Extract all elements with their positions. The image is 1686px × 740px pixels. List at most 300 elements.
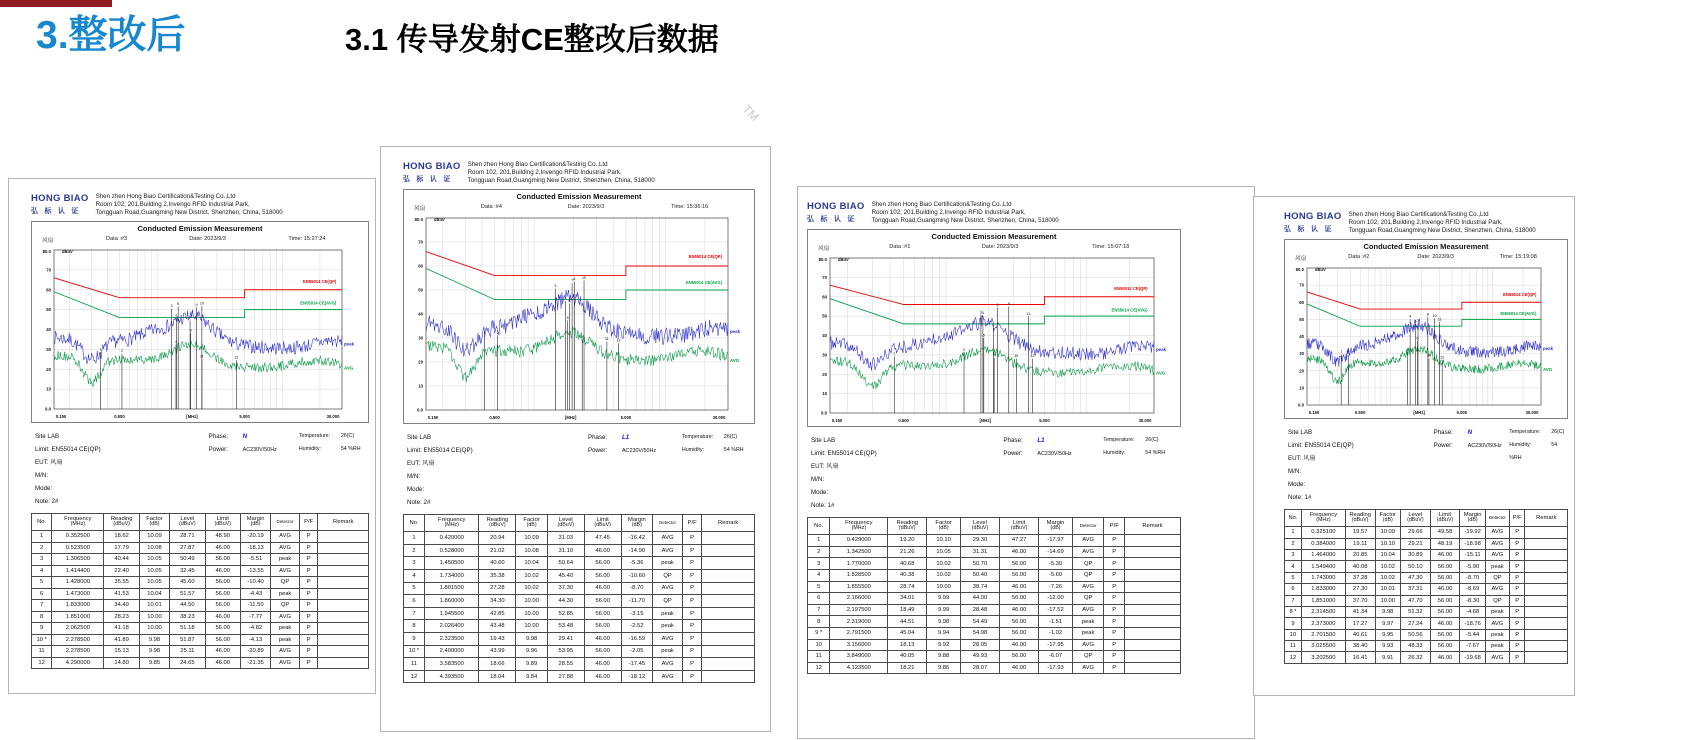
phase-value: N bbox=[1467, 429, 1473, 437]
table-row bbox=[404, 620, 755, 633]
table-cell: 46.00 bbox=[1000, 639, 1039, 651]
table-cell bbox=[1124, 604, 1180, 616]
table-cell: 3 bbox=[1285, 549, 1302, 560]
humidity-value: 54 %RH bbox=[340, 446, 361, 453]
table-cell: -2.52 bbox=[621, 620, 653, 633]
table-cell: 56.00 bbox=[205, 554, 240, 566]
table-cell: -1.02 bbox=[1039, 627, 1073, 639]
svg-text:peak: peak bbox=[730, 329, 741, 335]
table-cell: -4.82 bbox=[240, 623, 270, 635]
table-cell: 18.49 bbox=[888, 604, 927, 616]
power-value: AC230V/50Hz bbox=[621, 448, 657, 455]
table-cell bbox=[702, 645, 755, 658]
col-header bbox=[830, 518, 888, 535]
table-cell: 31.31 bbox=[960, 546, 999, 558]
table-cell bbox=[318, 623, 369, 635]
col-header-line2: (MHz) bbox=[444, 522, 459, 529]
humidity-label: Humidity: bbox=[681, 447, 704, 454]
svg-text:[MHz]: [MHz] bbox=[1413, 410, 1425, 416]
table-cell: 34.01 bbox=[888, 593, 927, 605]
company-address bbox=[468, 161, 655, 185]
col-header bbox=[1509, 510, 1525, 527]
col-header-line2: (dB) bbox=[631, 522, 642, 529]
col-header-line1: Remark bbox=[1142, 523, 1163, 529]
table-cell: 10.09 bbox=[1375, 527, 1400, 538]
info-line: EUT: 风扇 bbox=[1288, 455, 1316, 463]
svg-text:peak: peak bbox=[344, 341, 355, 347]
table-cell: -6.07 bbox=[1039, 651, 1073, 663]
col-header-line1: Frequency bbox=[438, 517, 466, 524]
emission-spectrum-chart bbox=[1285, 262, 1567, 416]
table-cell: 44.50 bbox=[170, 600, 205, 612]
table-cell: P bbox=[682, 582, 701, 595]
svg-text:EN55014 CE(QP): EN55014 CE(QP) bbox=[302, 278, 337, 284]
info-line: EUT: 风扇 bbox=[811, 463, 839, 471]
info-line: Limit: EN55014 CE(QP) bbox=[407, 447, 473, 455]
table-cell: 10.04 bbox=[516, 557, 548, 570]
svg-text:70: 70 bbox=[1299, 282, 1304, 288]
table-cell: 46.00 bbox=[584, 658, 621, 671]
table-cell: P bbox=[682, 569, 701, 582]
col-header-line1: Margin bbox=[627, 517, 646, 524]
col-header bbox=[584, 515, 621, 532]
table-cell: 10 * bbox=[404, 645, 425, 658]
table-cell: 4.290000 bbox=[52, 657, 104, 669]
table-cell: P bbox=[1509, 538, 1525, 549]
report-content bbox=[31, 179, 369, 669]
table-cell: 10.01 bbox=[139, 600, 169, 612]
date-label: Date: 2023/9/3 bbox=[1417, 254, 1455, 261]
table-cell bbox=[1124, 651, 1180, 663]
table-cell: 11 bbox=[1285, 641, 1302, 652]
table-cell: -7.26 bbox=[1039, 581, 1073, 593]
address-line-1: Room 102, 201,Building 2,Invengo RFID Industrial Park, bbox=[871, 209, 1026, 217]
table-cell: 12 bbox=[404, 670, 425, 683]
chart-box bbox=[1284, 239, 1568, 419]
table-cell bbox=[1525, 641, 1568, 652]
hongbiao-logo bbox=[403, 161, 461, 185]
table-cell: -8.69 bbox=[1460, 584, 1485, 595]
col-header-line1: Margin bbox=[1463, 512, 1482, 519]
table-cell: 10.00 bbox=[139, 623, 169, 635]
table-cell: 51.18 bbox=[170, 623, 205, 635]
col-header bbox=[927, 518, 961, 535]
svg-text:AVG: AVG bbox=[1543, 366, 1553, 372]
table-cell: 10.09 bbox=[516, 532, 548, 545]
table-cell: 1 bbox=[32, 531, 52, 543]
table-cell: 6 bbox=[808, 593, 830, 605]
table-cell: P bbox=[1509, 606, 1525, 617]
table-cell: 50.10 bbox=[1401, 561, 1431, 572]
info-line: EUT: 风扇 bbox=[35, 459, 63, 467]
table-cell bbox=[318, 611, 369, 623]
table-cell: 40.05 bbox=[888, 651, 927, 663]
svg-text:0.150: 0.150 bbox=[1308, 410, 1320, 416]
table-cell: P bbox=[1509, 584, 1525, 595]
col-header-line2: (dB) bbox=[1467, 517, 1478, 524]
table-cell: 1.833000 bbox=[52, 600, 104, 612]
table-cell: 31.03 bbox=[547, 532, 584, 545]
svg-text:10: 10 bbox=[582, 276, 587, 281]
table-cell: 48.19 bbox=[1430, 538, 1460, 549]
table-row bbox=[32, 588, 369, 600]
table-cell: 9.96 bbox=[516, 645, 548, 658]
table-row bbox=[1285, 538, 1568, 549]
table-cell: 50.70 bbox=[960, 558, 999, 570]
table-cell: AVG bbox=[271, 531, 300, 543]
table-cell: 56.00 bbox=[205, 588, 240, 600]
table-row bbox=[808, 616, 1181, 628]
table-cell: P bbox=[682, 595, 701, 608]
col-header-line1: P/F bbox=[687, 520, 697, 526]
svg-text:6: 6 bbox=[992, 323, 995, 328]
report-panel-3 bbox=[797, 186, 1255, 739]
table-cell: 4 bbox=[1285, 561, 1302, 572]
col-header bbox=[1430, 510, 1460, 527]
table-row bbox=[404, 582, 755, 595]
svg-text:12: 12 bbox=[616, 338, 621, 343]
col-header-line2: (MHz) bbox=[1316, 517, 1331, 524]
table-cell: 2.791500 bbox=[830, 627, 888, 639]
table-cell: 9.84 bbox=[516, 670, 548, 683]
table-cell: 1.945500 bbox=[425, 607, 479, 620]
col-header bbox=[479, 515, 516, 532]
logo-text-cn: 弘 标 认 证 bbox=[31, 208, 81, 215]
phase-label: Phase: bbox=[587, 434, 608, 442]
table-cell: 2.400000 bbox=[425, 645, 479, 658]
col-header bbox=[205, 514, 240, 531]
col-header-line1: No. bbox=[37, 519, 47, 525]
table-cell: 47.45 bbox=[584, 532, 621, 545]
table-cell: 11 bbox=[808, 651, 830, 663]
table-cell: 1.734000 bbox=[425, 569, 479, 582]
table-cell: AVG bbox=[271, 611, 300, 623]
table-cell: 56.00 bbox=[205, 634, 240, 646]
info-line: Mode: bbox=[811, 489, 829, 497]
svg-text:EN55014 CE(AVG): EN55014 CE(AVG) bbox=[685, 280, 722, 286]
svg-text:40: 40 bbox=[822, 333, 827, 339]
svg-text:dBuV: dBuV bbox=[62, 249, 73, 255]
table-cell: -8.70 bbox=[1460, 572, 1485, 583]
table-cell: AVG bbox=[1485, 538, 1509, 549]
table-cell: 56.00 bbox=[584, 595, 621, 608]
table-cell: 10 bbox=[1285, 629, 1302, 640]
col-header-line1: Detector bbox=[1488, 514, 1506, 520]
table-cell: -19.68 bbox=[1460, 652, 1485, 663]
col-header-line1: Reading bbox=[486, 517, 509, 524]
table-cell: -4.13 bbox=[240, 634, 270, 646]
table-cell: 29.30 bbox=[960, 535, 999, 547]
info-col-phase-power bbox=[209, 430, 277, 457]
phase-line bbox=[209, 430, 277, 443]
logo-text-en: HONG BIAO bbox=[403, 161, 461, 172]
table-row bbox=[404, 544, 755, 557]
svg-text:50: 50 bbox=[46, 307, 51, 313]
table-cell: peak bbox=[271, 634, 300, 646]
svg-text:2: 2 bbox=[120, 349, 123, 354]
report-panel-1 bbox=[8, 178, 376, 694]
svg-text:6: 6 bbox=[1416, 336, 1419, 341]
table-row bbox=[404, 532, 755, 545]
report-content bbox=[1284, 197, 1568, 664]
svg-text:6: 6 bbox=[177, 302, 180, 307]
table-cell: P bbox=[682, 532, 701, 545]
col-header-line1: Margin bbox=[246, 516, 265, 523]
phase-label: Phase: bbox=[208, 433, 228, 441]
svg-text:40: 40 bbox=[46, 327, 51, 333]
col-header-line2: (dB) bbox=[1382, 517, 1393, 524]
table-cell: 46.00 bbox=[1430, 549, 1460, 560]
col-header-line2: (dBuV) bbox=[214, 521, 231, 528]
table-cell: -18.12 bbox=[621, 670, 653, 683]
col-header bbox=[1485, 510, 1509, 527]
table-cell: 9.98 bbox=[139, 646, 169, 658]
table-cell: 9.99 bbox=[927, 593, 961, 605]
company-address bbox=[872, 201, 1059, 225]
table-cell: 15.13 bbox=[104, 646, 139, 658]
report-header bbox=[403, 161, 755, 185]
chart-meta-row bbox=[818, 244, 1174, 252]
table-cell: 18.13 bbox=[888, 639, 927, 651]
chart-title: Conducted Emission Measurement bbox=[137, 224, 263, 234]
table-head bbox=[808, 518, 1181, 535]
table-cell: P bbox=[299, 611, 318, 623]
table-cell: 3 bbox=[808, 558, 830, 570]
table-cell: peak bbox=[1072, 627, 1104, 639]
table-cell: 8 * bbox=[1285, 606, 1302, 617]
table-cell: 9.92 bbox=[927, 639, 961, 651]
table-cell: 10.00 bbox=[139, 611, 169, 623]
table-cell bbox=[1525, 584, 1568, 595]
temperature-line bbox=[682, 431, 744, 444]
col-header-line2: (dBuV) bbox=[489, 522, 506, 529]
address-line-1: Room 102, 201,Building 2,Invengo RFID Industrial Park, bbox=[95, 201, 250, 209]
svg-text:2: 2 bbox=[963, 348, 966, 353]
table-cell: 28.23 bbox=[104, 611, 139, 623]
table-cell: 10.10 bbox=[1375, 538, 1400, 549]
table-cell: AVG bbox=[653, 544, 683, 557]
table-cell: 1.464000 bbox=[1301, 549, 1345, 560]
table-cell: 40.38 bbox=[888, 569, 927, 581]
col-header-line1: P/F bbox=[1109, 523, 1119, 529]
table-cell: 10.02 bbox=[927, 558, 961, 570]
eut-name-label: 风扇 bbox=[1295, 256, 1307, 263]
info-line: Note: 1# bbox=[1288, 494, 1312, 502]
table-row bbox=[808, 569, 1181, 581]
col-header-line1: Limit bbox=[216, 516, 229, 523]
table-cell bbox=[1124, 569, 1180, 581]
address-line-2: Tongguan Road,Guangming New District, Shenzhen, China, 518000 bbox=[871, 217, 1059, 225]
svg-text:40: 40 bbox=[418, 311, 423, 317]
test-info bbox=[1288, 426, 1568, 504]
table-cell: QP bbox=[271, 600, 300, 612]
col-header bbox=[271, 514, 300, 531]
table-cell: 1.549400 bbox=[1301, 561, 1345, 572]
col-header bbox=[139, 514, 169, 531]
table-cell: 9 * bbox=[808, 627, 830, 639]
svg-text:30.000: 30.000 bbox=[1138, 418, 1152, 424]
table-cell: 40.68 bbox=[888, 558, 927, 570]
humidity-value: 54 %RH bbox=[1509, 442, 1558, 462]
table-cell: 10.02 bbox=[1375, 561, 1400, 572]
info-col-env bbox=[682, 431, 744, 457]
table-row bbox=[808, 581, 1181, 593]
info-line: M/N: bbox=[35, 472, 49, 480]
table-cell: 9.98 bbox=[516, 632, 548, 645]
col-header-line2: (dBuV) bbox=[1351, 517, 1369, 524]
table-cell: 3.583500 bbox=[425, 658, 479, 671]
table-cell: 56.00 bbox=[205, 600, 240, 612]
table-cell: P bbox=[1104, 627, 1125, 639]
table-cell bbox=[318, 646, 369, 658]
power-line bbox=[209, 443, 277, 457]
table-cell: 42.85 bbox=[479, 607, 516, 620]
table-cell: 11 bbox=[32, 646, 52, 658]
table-cell: -15.11 bbox=[1460, 549, 1485, 560]
svg-text:2: 2 bbox=[1347, 350, 1350, 355]
table-cell: P bbox=[1104, 616, 1125, 628]
table-cell: 41.18 bbox=[104, 623, 139, 635]
table-cell bbox=[1124, 558, 1180, 570]
table-row bbox=[404, 595, 755, 608]
table-cell: -11.50 bbox=[240, 600, 270, 612]
table-cell: AVG bbox=[1485, 549, 1509, 560]
table-cell: 2 bbox=[32, 542, 52, 554]
info-line: Site LAB bbox=[1288, 429, 1313, 437]
phase-value: L1 bbox=[621, 434, 630, 442]
table-cell: 3 bbox=[32, 554, 52, 566]
col-header-line2: (dB) bbox=[250, 521, 261, 528]
table-cell: AVG bbox=[271, 565, 300, 577]
temperature-label: Temperature: bbox=[298, 433, 331, 440]
table-cell: 3.849000 bbox=[830, 651, 888, 663]
table-cell: 46.00 bbox=[205, 542, 240, 554]
table-cell: 9.89 bbox=[516, 658, 548, 671]
table-row bbox=[808, 593, 1181, 605]
table-cell: -19.92 bbox=[1460, 527, 1485, 538]
table-cell: 41.34 bbox=[1345, 606, 1375, 617]
svg-text:30.000: 30.000 bbox=[326, 414, 340, 420]
table-cell: 1 bbox=[808, 535, 830, 547]
table-cell: 24.65 bbox=[170, 657, 205, 669]
humidity-label: Humidity: bbox=[1103, 450, 1126, 457]
table-cell: 2.701500 bbox=[1301, 629, 1345, 640]
svg-text:8: 8 bbox=[996, 303, 999, 308]
svg-text:70: 70 bbox=[418, 239, 423, 245]
table-cell: P bbox=[1509, 652, 1525, 663]
table-cell: QP bbox=[1072, 569, 1104, 581]
table-cell: 56.00 bbox=[584, 645, 621, 658]
table-cell: 9 bbox=[32, 623, 52, 635]
table-cell: 8 bbox=[32, 611, 52, 623]
table-cell: 30.89 bbox=[1401, 549, 1431, 560]
table-cell: 2.373000 bbox=[1301, 618, 1345, 629]
table-cell: 0.420000 bbox=[425, 532, 479, 545]
power-label: Power: bbox=[208, 446, 228, 454]
svg-text:30: 30 bbox=[822, 352, 827, 358]
table-row bbox=[32, 577, 369, 589]
table-cell: 2.166000 bbox=[830, 593, 888, 605]
svg-text:3: 3 bbox=[554, 284, 557, 289]
svg-text:10: 10 bbox=[199, 301, 204, 306]
table-cell: 10.02 bbox=[1375, 572, 1400, 583]
svg-text:peak: peak bbox=[1543, 346, 1554, 352]
measurement-table bbox=[31, 513, 369, 669]
table-cell: 44.30 bbox=[547, 595, 584, 608]
table-cell: 46.00 bbox=[584, 582, 621, 595]
table-cell bbox=[318, 577, 369, 589]
table-cell: 2.197500 bbox=[830, 604, 888, 616]
svg-text:2: 2 bbox=[496, 331, 499, 336]
table-row bbox=[1285, 606, 1568, 617]
table-cell: peak bbox=[1485, 606, 1509, 617]
humidity-label: Humidity: bbox=[298, 446, 321, 453]
svg-text:11: 11 bbox=[605, 337, 609, 342]
hongbiao-logo bbox=[1284, 211, 1342, 235]
table-cell: P bbox=[682, 632, 701, 645]
col-header-line1: Detector bbox=[659, 519, 677, 525]
table-cell: 41.53 bbox=[104, 588, 139, 600]
svg-text:7: 7 bbox=[571, 278, 574, 283]
table-cell: 3.025500 bbox=[1301, 641, 1345, 652]
table-cell: 46.00 bbox=[205, 611, 240, 623]
table-header-row bbox=[808, 518, 1181, 535]
table-cell: P bbox=[1509, 572, 1525, 583]
table-cell: 18.04 bbox=[479, 670, 516, 683]
table-cell: 0.384000 bbox=[1301, 538, 1345, 549]
col-header bbox=[425, 515, 479, 532]
col-header bbox=[653, 515, 683, 532]
table-cell: 45.40 bbox=[547, 569, 584, 582]
hongbiao-logo bbox=[31, 193, 89, 217]
col-header-line1: Detector bbox=[1079, 522, 1097, 528]
table-row bbox=[1285, 527, 1568, 538]
table-cell: 46.00 bbox=[1430, 584, 1460, 595]
table-cell: -12.00 bbox=[1039, 593, 1073, 605]
report-panel-4 bbox=[1253, 196, 1575, 696]
table-cell: -4.68 bbox=[1460, 606, 1485, 617]
table-cell: 38.23 bbox=[170, 611, 205, 623]
table-cell: 20.85 bbox=[1345, 549, 1375, 560]
chart-box bbox=[31, 221, 369, 423]
svg-text:5: 5 bbox=[1414, 319, 1417, 324]
table-cell bbox=[1124, 581, 1180, 593]
eut-name-label: 风扇 bbox=[414, 206, 426, 213]
col-header bbox=[888, 518, 927, 535]
table-cell: 46.00 bbox=[584, 632, 621, 645]
table-cell: -5.36 bbox=[621, 557, 653, 570]
table-cell: AVG bbox=[1072, 546, 1104, 558]
table-cell: 1.473000 bbox=[52, 588, 104, 600]
table-cell: AVG bbox=[653, 532, 683, 545]
svg-text:0.500: 0.500 bbox=[1354, 410, 1366, 416]
table-cell bbox=[318, 531, 369, 543]
svg-text:EN55014 CE(QP): EN55014 CE(QP) bbox=[688, 253, 722, 259]
svg-text:0.0: 0.0 bbox=[1298, 402, 1304, 408]
table-cell: 21.02 bbox=[479, 544, 516, 557]
table-row bbox=[808, 604, 1181, 616]
table-body bbox=[808, 535, 1181, 674]
table-header-row bbox=[404, 515, 755, 532]
svg-text:1: 1 bbox=[1340, 349, 1343, 354]
table-cell: 51.57 bbox=[170, 588, 205, 600]
table-cell: -16.42 bbox=[621, 532, 653, 545]
table-cell: QP bbox=[1072, 651, 1104, 663]
table-cell: peak bbox=[1485, 629, 1509, 640]
measurement-table bbox=[403, 514, 755, 683]
table-cell: 53.95 bbox=[547, 645, 584, 658]
col-header-line1: Margin bbox=[1046, 520, 1065, 527]
